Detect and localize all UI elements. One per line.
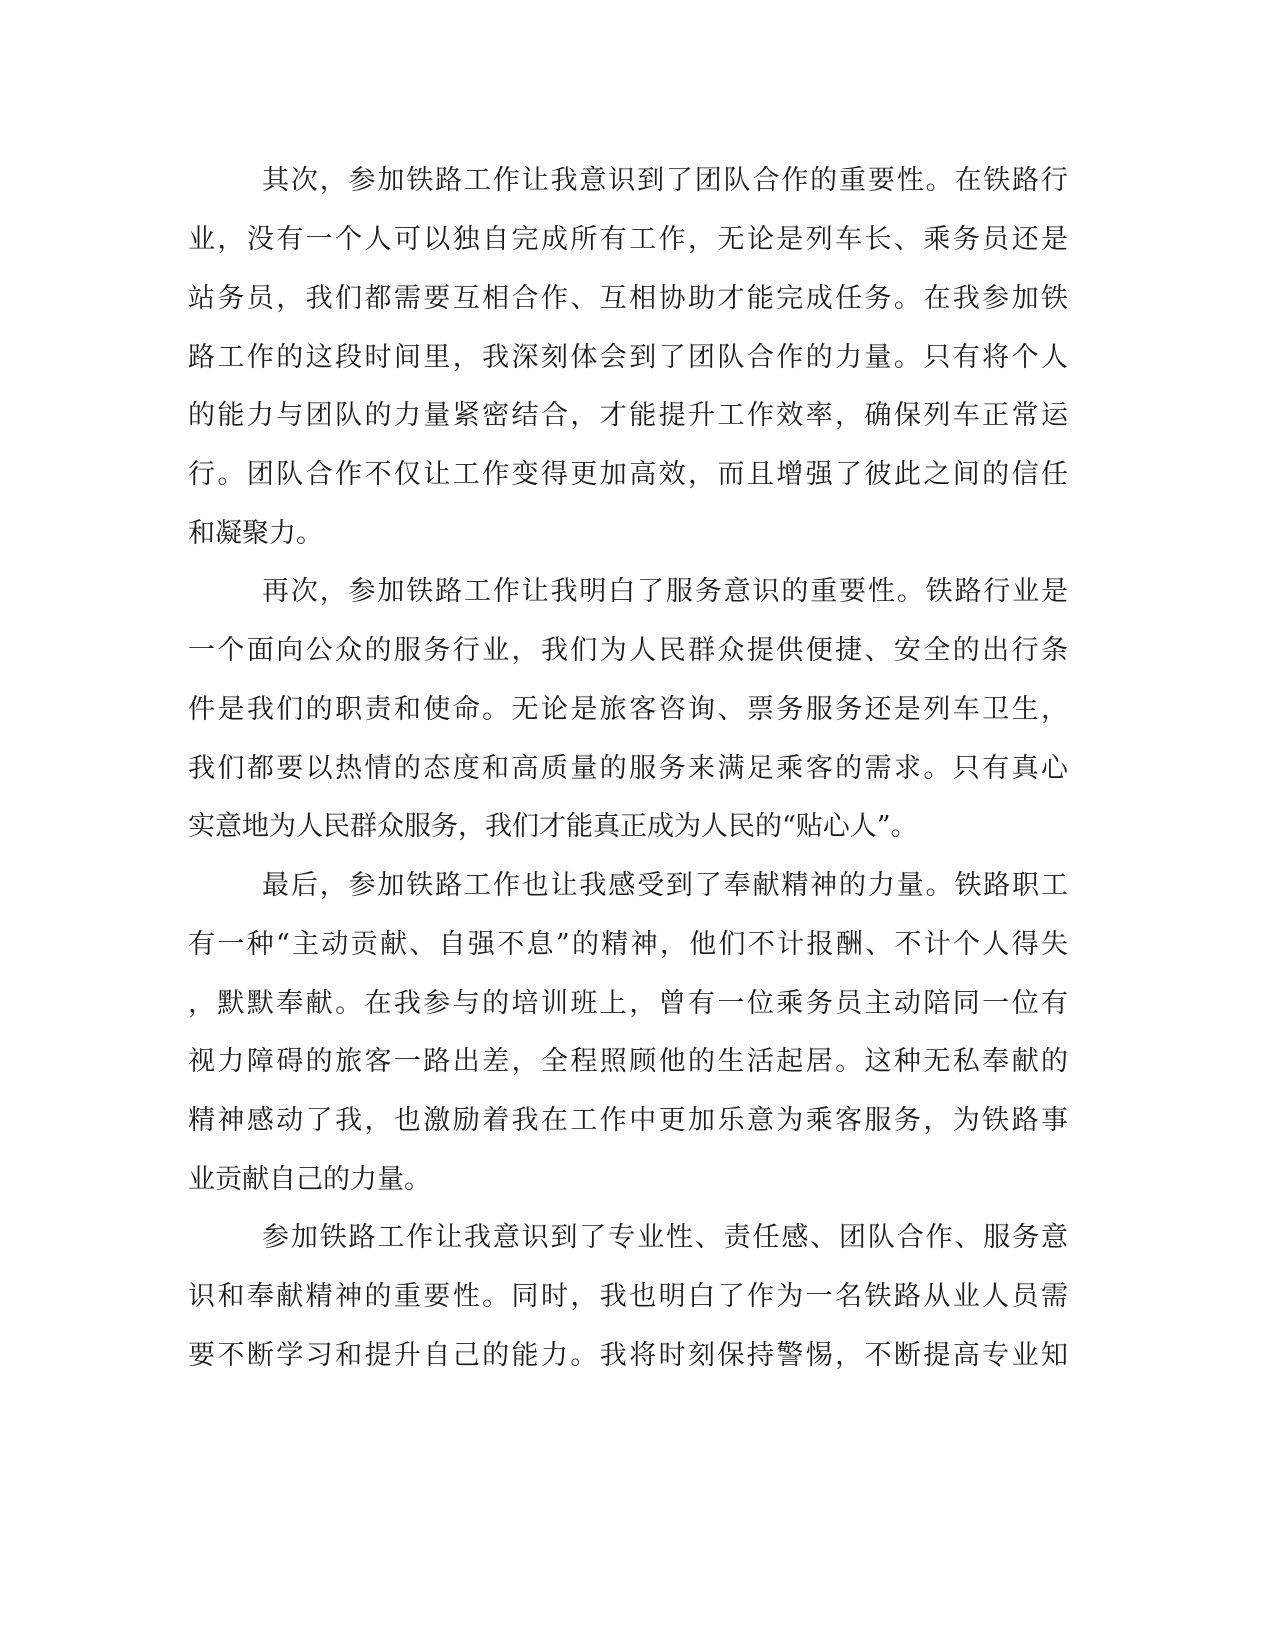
paragraph-2-line-2: 一个面向公众的服务行业，我们为人民群众提供便捷、安全的出行条 <box>188 635 1068 666</box>
paragraph-1-line-3: 站务员，我们都需要互相合作、互相协助才能完成任务。在我参加铁 <box>188 283 1068 314</box>
paragraph-3-line-2: 有一种“主动贡献、自强不息”的精神，他们不计报酬、不计个人得失 <box>188 929 1068 960</box>
paragraph-1-line-6: 行。团队合作不仅让工作变得更加高效，而且增强了彼此之间的信任 <box>188 459 1068 490</box>
paragraph-1-line-4: 路工作的这段时间里，我深刻体会到了团队合作的力量。只有将个人 <box>188 342 1068 373</box>
paragraph-2-line-5: 实意地为人民群众服务，我们才能真正成为人民的“贴心人”。 <box>188 811 918 842</box>
paragraph-4-line-2: 识和奉献精神的重要性。同时，我也明白了作为一名铁路从业人员需 <box>188 1281 1068 1312</box>
paragraph-3-line-1: 最后，参加铁路工作也让我感受到了奉献精神的力量。铁路职工 <box>262 870 1068 901</box>
paragraph-3-line-5: 精神感动了我，也激励着我在工作中更加乐意为乘客服务，为铁路事 <box>188 1105 1068 1136</box>
paragraph-4-line-3: 要不断学习和提升自己的能力。我将时刻保持警惕，不断提高专业知 <box>188 1340 1068 1371</box>
paragraph-3-line-6: 业贡献自己的力量。 <box>188 1164 431 1195</box>
paragraph-3-line-4: 视力障碍的旅客一路出差，全程照顾他的生活起居。这种无私奉献的 <box>188 1046 1068 1077</box>
paragraph-1-line-2: 业，没有一个人可以独自完成所有工作，无论是列车长、乘务员还是 <box>188 224 1068 255</box>
paragraph-2-line-1: 再次，参加铁路工作让我明白了服务意识的重要性。铁路行业是 <box>262 576 1068 607</box>
paragraph-1-line-1: 其次，参加铁路工作让我意识到了团队合作的重要性。在铁路行 <box>262 165 1068 196</box>
paragraph-3-line-3: ，默默奉献。在我参与的培训班上，曾有一位乘务员主动陪同一位有 <box>188 988 1068 1019</box>
paragraph-2-line-4: 我们都要以热情的态度和高质量的服务来满足乘客的需求。只有真心 <box>188 753 1068 784</box>
paragraph-1-line-7: 和凝聚力。 <box>188 518 323 549</box>
paragraph-1-line-5: 的能力与团队的力量紧密结合，才能提升工作效率，确保列车正常运 <box>188 400 1068 431</box>
paragraph-2-line-3: 件是我们的职责和使命。无论是旅客咨询、票务服务还是列车卫生， <box>188 694 1068 725</box>
paragraph-4-line-1: 参加铁路工作让我意识到了专业性、责任感、团队合作、服务意 <box>262 1222 1068 1253</box>
